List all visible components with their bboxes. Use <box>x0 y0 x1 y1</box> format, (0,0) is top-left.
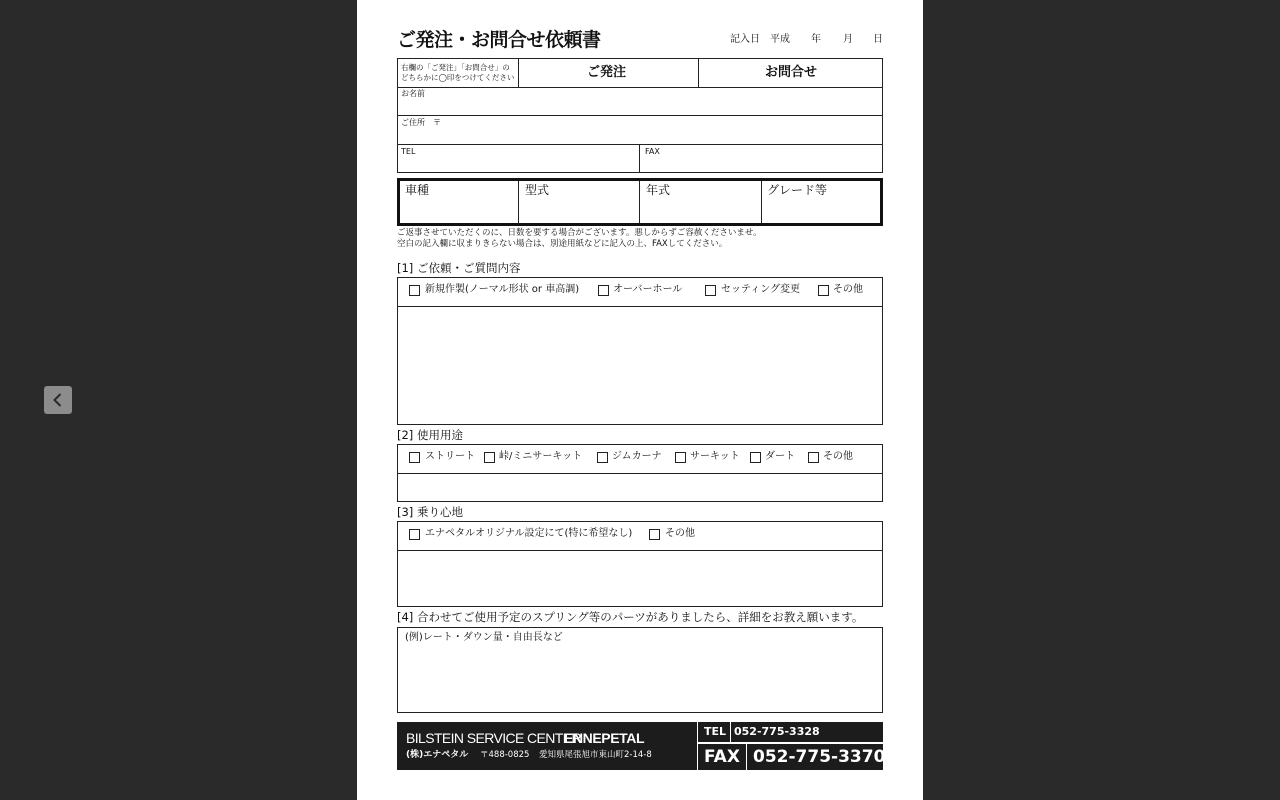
day-label: 日 <box>873 34 883 45</box>
order-instruction-line2: どちらかに◯印をつけてください <box>401 73 515 82</box>
fax-field[interactable] <box>640 145 883 173</box>
section4-title: [4] 合わせてご使用予定のスプリング等のパーツがありましたら、詳細をお教え願います。 <box>397 610 864 624</box>
section1-option-other: その他 <box>833 284 863 295</box>
section1-option-overhaul: オーバーホール <box>613 284 683 295</box>
vehicle-model-label: 車種 <box>405 183 430 197</box>
footer-postal: 〒488-0825 <box>480 750 530 760</box>
section2-option-circuit: サーキット <box>690 451 740 462</box>
vehicle-year-label: 年式 <box>646 183 671 197</box>
footer-fax-block <box>698 744 886 770</box>
order-option[interactable]: ご発注 <box>587 65 627 80</box>
note-line1: ご返事させていただくのに、日数を要する場合がございます。悪しからずご容赦くださいませ。 <box>397 228 762 238</box>
section3-title: [3] 乗り心地 <box>397 505 463 519</box>
footer-address: 愛知県尾張旭市東山町2-14-8 <box>539 750 652 760</box>
footer-tel-label: TEL <box>704 725 727 738</box>
section2-option-street: ストリート <box>425 451 475 462</box>
section2-title: [2] 使用用途 <box>397 428 463 442</box>
footer-fax-label: FAX <box>704 747 740 767</box>
footer-company: (株)エナペタル <box>406 750 469 760</box>
vehicle-type-label: 型式 <box>525 183 550 197</box>
section1-title: [1] ご依頼・ご質問内容 <box>397 261 521 275</box>
section3-checkbox-other[interactable] <box>649 529 660 540</box>
section2-text-area[interactable] <box>398 474 882 501</box>
order-instruction-line1: 右欄の「ご発注」「お問合せ」の <box>401 63 510 72</box>
tel-label: TEL <box>401 147 416 156</box>
name-label: お名前 <box>401 89 425 98</box>
footer-tel-block <box>698 722 883 742</box>
section2-checkbox-dirt[interactable] <box>750 452 761 463</box>
section1-checkbox-overhaul[interactable] <box>598 285 609 296</box>
section2-checkbox-gymkhana[interactable] <box>597 452 608 463</box>
section3-option-original: エナペタルオリジナル設定にて(特に希望なし) <box>425 528 633 539</box>
chevron-left-icon <box>50 392 66 408</box>
form-title: ご発注・お問合せ依頼書 <box>397 29 601 51</box>
section1-checkbox-other[interactable] <box>818 285 829 296</box>
form-page <box>357 0 923 800</box>
section3-checkbox-original[interactable] <box>409 529 420 540</box>
section4-example: (例)レート・ダウン量・自由長など <box>405 632 563 643</box>
vehicle-grade-label: グレード等 <box>767 183 828 197</box>
footer-brand: ENNEPETAL <box>564 730 645 746</box>
section2-option-dirt: ダート <box>765 451 795 462</box>
footer-center-name: BILSTEIN SERVICE CENTER <box>406 730 581 746</box>
month-label: 月 <box>843 34 853 45</box>
section2-checkbox-other[interactable] <box>808 452 819 463</box>
address-label: ご住所 <box>401 118 425 127</box>
section1-option-new: 新規作製(ノーマル形状 or 車高調) <box>425 284 580 295</box>
section2-option-gymkhana: ジムカーナ <box>612 451 662 462</box>
section2-checkbox-touge[interactable] <box>484 452 495 463</box>
section2-option-touge: 峠/ミニサーキット <box>499 451 583 462</box>
section3-text-area[interactable] <box>398 551 882 606</box>
tel-field[interactable] <box>397 145 639 173</box>
section1-checkbox-new[interactable] <box>409 285 420 296</box>
note-line2: 空白の記入欄に収まりきらない場合は、別途用紙などに記入の上、FAXしてください。 <box>397 239 728 249</box>
fax-label: FAX <box>645 147 660 156</box>
previous-page-button[interactable] <box>44 386 72 414</box>
section2-checkbox-circuit[interactable] <box>675 452 686 463</box>
name-field[interactable] <box>397 88 883 115</box>
section1-text-area[interactable] <box>398 307 882 424</box>
section2-checkbox-street[interactable] <box>409 452 420 463</box>
section1-option-setting: セッティング変更 <box>721 284 800 295</box>
date-label: 記入日 <box>730 34 760 45</box>
era-label: 平成 <box>770 34 790 45</box>
section2-option-other: その他 <box>823 451 853 462</box>
section1-checkbox-setting[interactable] <box>705 285 716 296</box>
section3-option-other: その他 <box>665 528 695 539</box>
address-field[interactable] <box>397 116 883 144</box>
inquiry-option[interactable]: お問合せ <box>765 65 818 80</box>
footer-fax-number: 052-775-3370 <box>753 747 886 767</box>
footer-tel-number: 052-775-3328 <box>734 725 820 738</box>
postal-mark: 〒 <box>433 118 441 127</box>
footer-company-block <box>397 722 697 770</box>
year-label: 年 <box>811 34 821 45</box>
